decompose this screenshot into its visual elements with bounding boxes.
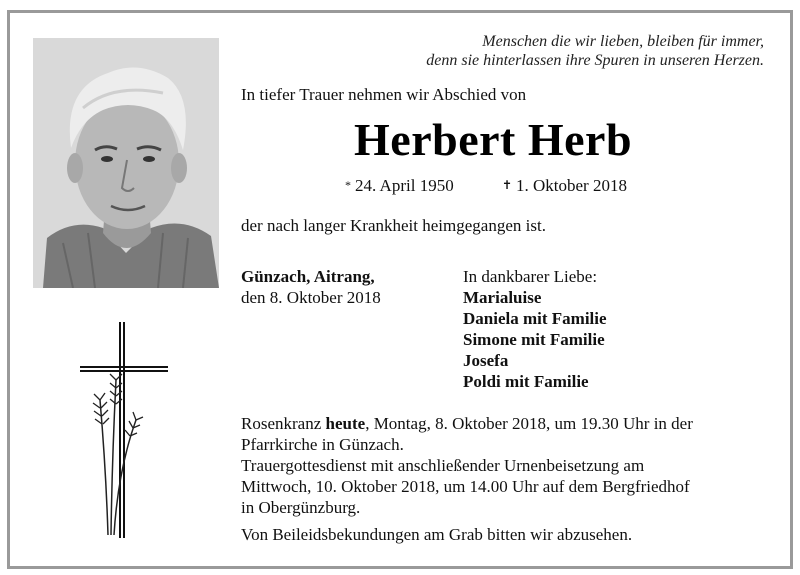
mourner-name: Poldi mit Familie [463, 372, 589, 391]
place-date: den 8. Oktober 2018 [241, 288, 381, 307]
place-date-block [241, 266, 381, 308]
funeral-line1: Trauergottesdienst mit anschließender Urnenbeisetzung am [241, 456, 645, 475]
mourner-name: Daniela mit Familie [463, 309, 607, 328]
place-location: Günzach, Aitrang, [241, 267, 375, 286]
rosary-info [241, 413, 781, 434]
illness-line: der nach langer Krankheit heimgegangen ist. [241, 216, 546, 235]
funeral-line3: in Obergünzburg. [241, 498, 361, 517]
death-date: 1. Oktober 2018 [516, 176, 627, 195]
mourner-name: Marialuise [463, 288, 542, 307]
portrait-photo [33, 38, 219, 288]
rosary-today: heute [325, 414, 366, 433]
death-cross-icon: ✝ [501, 178, 513, 192]
memorial-quote [426, 32, 764, 70]
birth-star-icon: * [345, 178, 351, 192]
mourners-block [463, 266, 607, 392]
birth-date: 24. April 1950 [355, 176, 454, 195]
service-info [241, 413, 781, 545]
mourners-heading: In dankbarer Liebe: [463, 267, 598, 286]
mourner-name: Simone mit Familie [463, 330, 605, 349]
intro-text: In tiefer Trauer nehmen wir Abschied von [241, 85, 527, 104]
funeral-line2: Mittwoch, 10. Oktober 2018, um 14.00 Uhr auf dem Bergfriedhof [241, 477, 690, 496]
condolence-note: Von Beileidsbekundungen am Grab bitten wir abzusehen. [241, 525, 633, 544]
portrait-illustration [33, 38, 219, 288]
cross-wheat-icon [78, 320, 170, 542]
quote-line-1: Menschen die wir lieben, bleiben für immer, [482, 33, 764, 50]
rosary-line1: , Montag, 8. Oktober 2018, um 19.30 Uhr in der [365, 414, 693, 433]
life-dates [345, 176, 627, 196]
rosary-prefix: Rosenkranz [241, 414, 326, 433]
quote-line-2: denn sie hinterlassen ihre Spuren in unseren Herzen. [426, 52, 764, 69]
mourner-name: Josefa [463, 351, 509, 370]
deceased-name: Herbert Herb [354, 114, 633, 165]
rosary-line2: Pfarrkirche in Günzach. [241, 435, 404, 454]
